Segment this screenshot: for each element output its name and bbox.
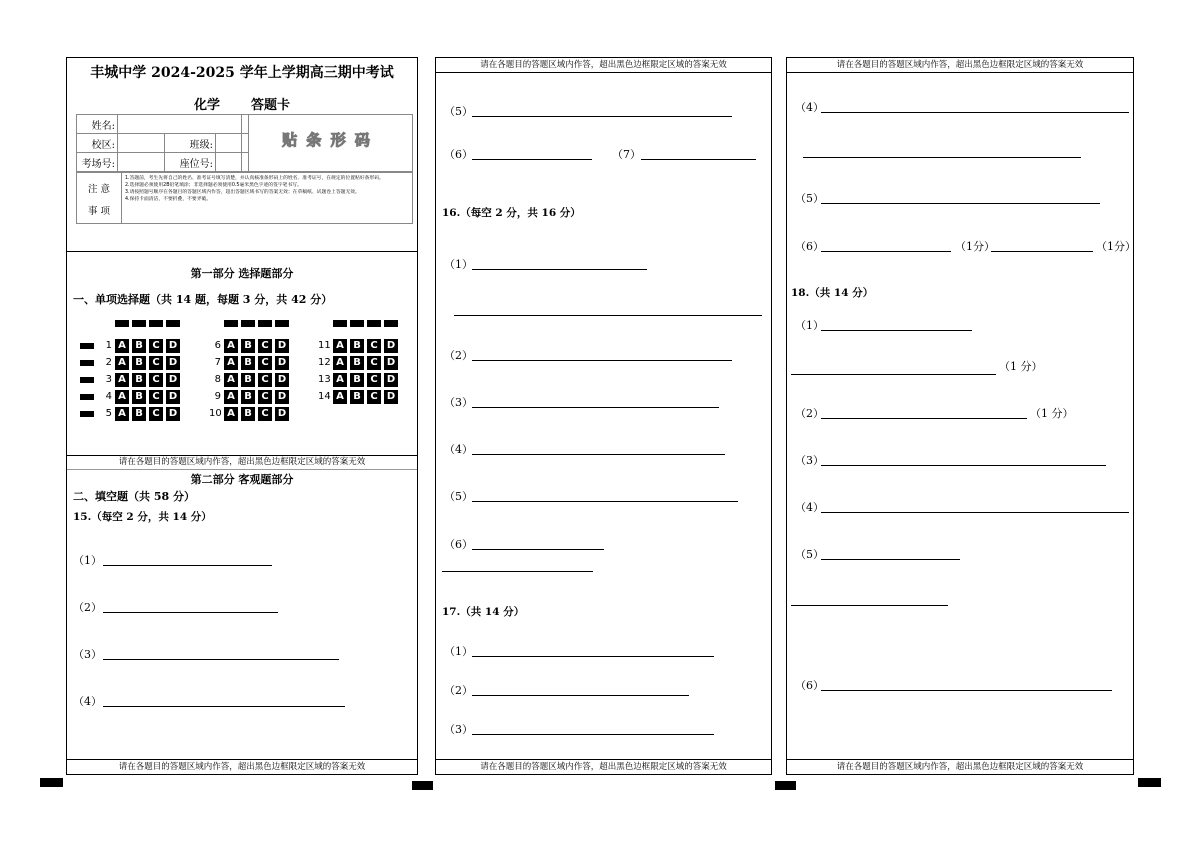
footer-warning: 请在各题目的答题区域内作答，超出黑色边框限定区域的答案无效 xyxy=(67,759,417,774)
option-bubble-d[interactable]: D xyxy=(384,373,398,387)
q17-1-blank[interactable] xyxy=(472,656,714,657)
option-bubble-d[interactable]: D xyxy=(275,356,289,370)
panel-middle xyxy=(435,57,772,775)
q18-3-label: （3） xyxy=(795,454,824,467)
question-number: 14 xyxy=(318,391,331,402)
column-mark xyxy=(166,320,180,327)
q18-3-blank[interactable] xyxy=(821,465,1106,466)
column-mark xyxy=(224,320,238,327)
option-bubble-a[interactable]: A xyxy=(115,356,129,370)
option-bubble-b[interactable]: B xyxy=(350,356,364,370)
notes-title-line2: 事 项 xyxy=(87,206,111,217)
q17-4-label: （4） xyxy=(795,101,824,114)
exam-no-label: 考场号: xyxy=(77,153,118,172)
q15-title: 15.（每空 2 分，共 14 分） xyxy=(73,511,212,523)
option-bubble-d[interactable]: D xyxy=(275,339,289,353)
row-mark xyxy=(80,377,94,383)
row-mark xyxy=(80,411,94,417)
question-number: 13 xyxy=(318,374,331,385)
seat-no-label: 座位号: xyxy=(165,153,216,172)
option-bubble-b[interactable]: B xyxy=(241,407,255,421)
q18-1-blank[interactable] xyxy=(821,330,972,331)
option-bubble-c[interactable]: C xyxy=(149,390,163,404)
part2-section: 二、填空题（共 58 分） xyxy=(73,490,195,503)
question-number: 5 xyxy=(105,408,112,419)
q17-4-blank-2[interactable] xyxy=(803,157,1081,158)
exam-no-field[interactable] xyxy=(118,153,165,172)
option-bubble-c[interactable]: C xyxy=(367,390,381,404)
q16-5-blank[interactable] xyxy=(472,501,738,502)
option-bubble-a[interactable]: A xyxy=(224,407,238,421)
question-number: 3 xyxy=(105,374,112,385)
option-bubble-c[interactable]: C xyxy=(258,339,272,353)
q18-1-score: （1 分） xyxy=(999,360,1043,373)
timing-mark xyxy=(1138,778,1161,787)
q15-2-blank[interactable] xyxy=(103,612,278,613)
column-mark xyxy=(333,320,347,327)
q16-3-blank[interactable] xyxy=(472,407,719,408)
q18-4-label: （4） xyxy=(795,501,824,514)
q18-6-blank[interactable] xyxy=(821,690,1112,691)
option-bubble-d[interactable]: D xyxy=(384,356,398,370)
option-bubble-b[interactable]: B xyxy=(132,339,146,353)
option-bubble-b[interactable]: B xyxy=(132,407,146,421)
footer-warning: 请在各题目的答题区域内作答，超出黑色边框限定区域的答案无效 xyxy=(436,759,771,774)
q17-6-blank-b[interactable] xyxy=(991,251,1093,252)
q16-2-label: （2） xyxy=(444,349,473,362)
q16-4-label: （4） xyxy=(444,443,473,456)
q17-4-blank[interactable] xyxy=(821,112,1129,113)
q17-5-label: （5） xyxy=(795,192,824,205)
option-bubble-d[interactable]: D xyxy=(384,339,398,353)
row-mark xyxy=(80,360,94,366)
option-bubble-b[interactable]: B xyxy=(241,390,255,404)
notes-box xyxy=(76,172,413,224)
q16-6-label: （6） xyxy=(444,538,473,551)
q18-1-blank-2[interactable] xyxy=(791,374,996,375)
column-mark xyxy=(275,320,289,327)
q15-6-label: （6） xyxy=(444,148,473,161)
divider xyxy=(67,251,417,252)
q15-6-blank[interactable] xyxy=(472,159,592,160)
option-bubble-d[interactable]: D xyxy=(166,373,180,387)
option-bubble-c[interactable]: C xyxy=(149,356,163,370)
option-bubble-a[interactable]: A xyxy=(115,390,129,404)
name-field[interactable] xyxy=(118,115,249,134)
q15-4-label: （4） xyxy=(73,695,102,708)
option-bubble-c[interactable]: C xyxy=(258,373,272,387)
notes-text xyxy=(125,175,409,203)
option-bubble-c[interactable]: C xyxy=(367,373,381,387)
q16-5-label: （5） xyxy=(444,490,473,503)
q18-5-blank[interactable] xyxy=(821,559,960,560)
column-mark xyxy=(258,320,272,327)
q18-1-label: （1） xyxy=(795,319,824,332)
option-bubble-a[interactable]: A xyxy=(224,373,238,387)
option-bubble-c[interactable]: C xyxy=(258,356,272,370)
q16-1-label: （1） xyxy=(444,258,473,271)
q18-5-label: （5） xyxy=(795,548,824,561)
note-3: 3.请按照题号顺序在各题目的答题区域内作答，超出答题区域书写的答案无效；在草稿纸、试题卷上答题无效。 xyxy=(125,190,360,195)
question-number: 11 xyxy=(318,340,331,351)
q18-6-label: （6） xyxy=(795,679,824,692)
question-number: 12 xyxy=(318,357,331,368)
school-field[interactable] xyxy=(118,134,165,153)
option-bubble-b[interactable]: B xyxy=(132,356,146,370)
option-bubble-d[interactable]: D xyxy=(166,407,180,421)
option-bubble-a[interactable]: A xyxy=(224,356,238,370)
question-number: 8 xyxy=(214,374,221,385)
q15-4-blank[interactable] xyxy=(103,706,345,707)
part2-title: 第二部分 客观题部分 xyxy=(190,473,294,486)
option-bubble-c[interactable]: C xyxy=(367,356,381,370)
panel-right xyxy=(786,57,1134,775)
option-bubble-d[interactable]: D xyxy=(166,356,180,370)
option-bubble-b[interactable]: B xyxy=(241,339,255,353)
option-bubble-b[interactable]: B xyxy=(350,339,364,353)
question-number: 10 xyxy=(209,408,222,419)
part1-section: 一、单项选择题（共 14 题，每题 3 分，共 42 分） xyxy=(73,293,333,306)
option-bubble-d[interactable]: D xyxy=(166,339,180,353)
q17-5-blank[interactable] xyxy=(821,203,1100,204)
question-number: 4 xyxy=(105,391,112,402)
q17-2-label: （2） xyxy=(444,684,473,697)
q18-2-score: （1 分） xyxy=(1030,407,1074,420)
q16-1-blank[interactable] xyxy=(472,269,647,270)
option-bubble-a[interactable]: A xyxy=(224,339,238,353)
footer-warning: 请在各题目的答题区域内作答，超出黑色边框限定区域的答案无效 xyxy=(787,759,1133,774)
q18-title: 18.（共 14 分） xyxy=(791,287,874,299)
option-bubble-d[interactable]: D xyxy=(384,390,398,404)
row-mark xyxy=(80,394,94,400)
option-bubble-c[interactable]: C xyxy=(149,339,163,353)
question-number: 2 xyxy=(105,357,112,368)
card-subject xyxy=(67,94,417,113)
q17-3-blank[interactable] xyxy=(472,734,714,735)
part1-title: 第一部分 选择题部分 xyxy=(190,267,294,280)
header-warning: 请在各题目的答题区域内作答，超出黑色边框限定区域的答案无效 xyxy=(787,58,1133,73)
q17-2-blank[interactable] xyxy=(472,695,689,696)
option-bubble-d[interactable]: D xyxy=(166,390,180,404)
option-bubble-b[interactable]: B xyxy=(241,373,255,387)
q18-4-blank[interactable] xyxy=(821,512,1129,513)
q17-6-blank-a[interactable] xyxy=(821,251,951,252)
q17-6-label: （6） xyxy=(795,240,824,253)
option-bubble-c[interactable]: C xyxy=(149,373,163,387)
option-bubble-a[interactable]: A xyxy=(224,390,238,404)
option-bubble-a[interactable]: A xyxy=(115,373,129,387)
q15-3-blank[interactable] xyxy=(103,659,339,660)
question-number: 1 xyxy=(105,340,112,351)
q18-2-label: （2） xyxy=(795,407,824,420)
note-2: 2.选择题必须使用2B铅笔填涂；非选择题必须使用0.5毫米黑色字迹的签字笔书写。 xyxy=(125,183,302,188)
question-number: 7 xyxy=(214,357,221,368)
q17-6-score-a: （1分） xyxy=(955,240,995,253)
option-bubble-d[interactable]: D xyxy=(275,390,289,404)
q15-3-label: （3） xyxy=(73,648,102,661)
q17-title: 17.（共 14 分） xyxy=(442,606,525,618)
barcode-label: 贴 条 形 码 xyxy=(282,131,372,149)
option-bubble-b[interactable]: B xyxy=(241,356,255,370)
header-warning: 请在各题目的答题区域内作答，超出黑色边框限定区域的答案无效 xyxy=(436,58,771,73)
warning-text: 请在各题目的答题区域内作答，超出黑色边框限定区域的答案无效 xyxy=(67,455,417,470)
subject: 化学 xyxy=(193,98,220,113)
q17-1-label: （1） xyxy=(444,645,473,658)
column-mark xyxy=(384,320,398,327)
option-bubble-a[interactable]: A xyxy=(333,339,347,353)
option-bubble-c[interactable]: C xyxy=(258,390,272,404)
q15-7-blank[interactable] xyxy=(641,159,756,160)
option-bubble-b[interactable]: B xyxy=(350,390,364,404)
student-info-table xyxy=(76,114,249,172)
column-mark xyxy=(132,320,146,327)
q17-6-score-b: （1分） xyxy=(1096,240,1136,253)
option-bubble-d[interactable]: D xyxy=(275,407,289,421)
column-mark xyxy=(115,320,129,327)
q15-1-blank[interactable] xyxy=(103,565,272,566)
name-label: 姓名: xyxy=(77,115,118,134)
barcode-box xyxy=(241,114,413,172)
q15-2-label: （2） xyxy=(73,601,102,614)
q16-6-blank[interactable] xyxy=(472,549,604,550)
column-mark xyxy=(350,320,364,327)
notes-title xyxy=(77,173,122,223)
q18-2-blank[interactable] xyxy=(821,418,1027,419)
row-mark xyxy=(80,343,94,349)
option-bubble-c[interactable]: C xyxy=(258,407,272,421)
q16-title: 16.（每空 2 分，共 16 分） xyxy=(442,207,581,219)
exam-title: 丰城中学 2024-2025 学年上学期高三期中考试 xyxy=(90,65,394,81)
option-bubble-a[interactable]: A xyxy=(115,339,129,353)
question-number: 6 xyxy=(214,340,221,351)
note-4: 4.保持卡面清洁，不要折叠，不要弄破。 xyxy=(125,197,212,202)
option-bubble-a[interactable]: A xyxy=(333,373,347,387)
option-bubble-b[interactable]: B xyxy=(132,390,146,404)
q15-7-label: （7） xyxy=(612,148,641,161)
note-1: 1.答题前，考生先将自己的姓名、准考证号填写清楚，并认真核准条形码上的姓名、准考证号，在规定的位置贴好条形码。 xyxy=(125,176,384,181)
q15-5-blank[interactable] xyxy=(472,116,732,117)
q16-1-blank-2[interactable] xyxy=(454,315,762,316)
q16-4-blank[interactable] xyxy=(472,454,725,455)
option-bubble-a[interactable]: A xyxy=(115,407,129,421)
class-label: 班级: xyxy=(165,134,216,153)
question-number: 9 xyxy=(214,391,221,402)
option-bubble-c[interactable]: C xyxy=(149,407,163,421)
option-bubble-c[interactable]: C xyxy=(367,339,381,353)
option-bubble-d[interactable]: D xyxy=(275,373,289,387)
card-label: 答题卡 xyxy=(251,98,291,113)
timing-mark xyxy=(775,781,796,790)
option-bubble-b[interactable]: B xyxy=(132,373,146,387)
timing-mark xyxy=(412,781,433,790)
option-bubble-a[interactable]: A xyxy=(333,356,347,370)
option-bubble-b[interactable]: B xyxy=(350,373,364,387)
timing-mark xyxy=(40,778,63,787)
option-bubble-a[interactable]: A xyxy=(333,390,347,404)
q15-5-label: （5） xyxy=(444,105,473,118)
panel-left xyxy=(66,57,418,775)
school-label: 校区: xyxy=(77,134,118,153)
q16-2-blank[interactable] xyxy=(472,360,732,361)
column-mark xyxy=(149,320,163,327)
q18-5-blank-2[interactable] xyxy=(791,605,948,606)
q16-3-label: （3） xyxy=(444,396,473,409)
q16-6-blank-2[interactable] xyxy=(442,571,593,572)
q17-3-label: （3） xyxy=(444,723,473,736)
q15-1-label: （1） xyxy=(73,554,102,567)
column-mark xyxy=(367,320,381,327)
column-mark xyxy=(241,320,255,327)
notes-title-line1: 注 意 xyxy=(87,184,111,195)
